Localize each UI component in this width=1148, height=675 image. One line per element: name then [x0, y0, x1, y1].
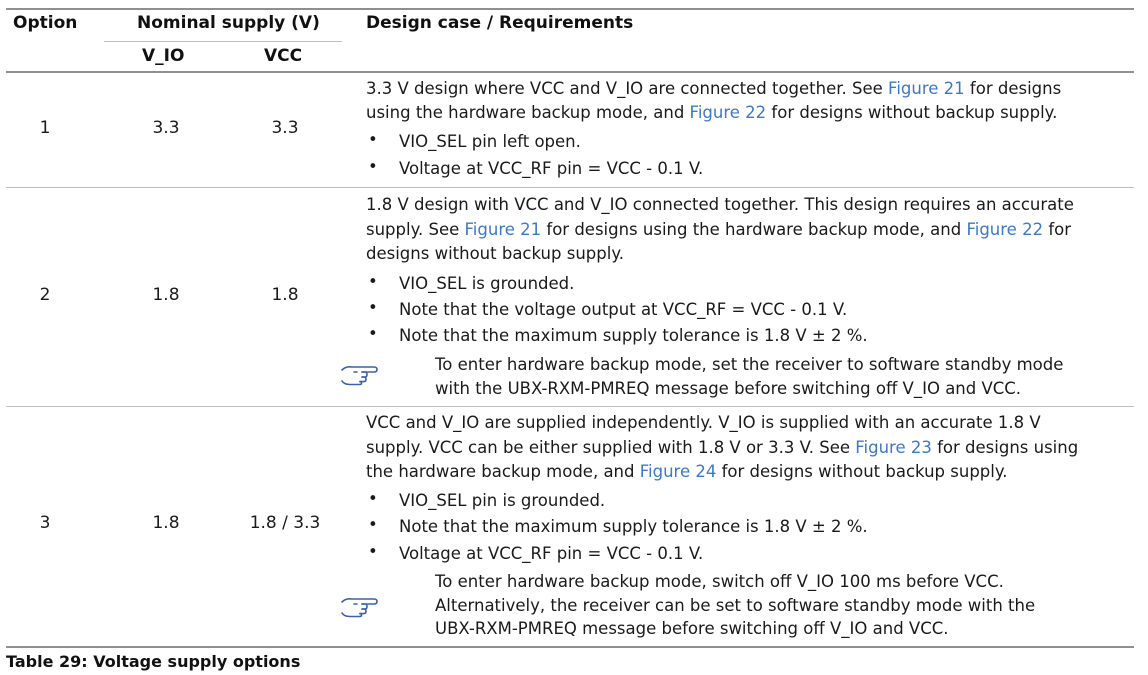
row-vio: 1.8: [152, 513, 180, 533]
design-text-line: designs without backup supply.: [366, 244, 624, 263]
pointing-hand-icon: [340, 594, 380, 618]
bullet: •: [368, 130, 378, 149]
design-text-line: supply. See Figure 21 for designs using the hardware backup mode, and Figure 22 for: [366, 220, 1072, 239]
nominal-supply-underline: [104, 41, 342, 42]
table-top-rule: [6, 8, 1134, 10]
design-text-line: supply. VCC can be either supplied with 1.8 V or 3.3 V. See Figure 23 for designs using: [366, 438, 1079, 457]
bullet-text: Note that the maximum supply tolerance is 1.8 V ± 2 %.: [399, 326, 868, 345]
note-text-line: To enter hardware backup mode, set the receiver to software standby mode: [435, 355, 1064, 374]
row-option: 3: [39, 513, 51, 533]
figure-21-link[interactable]: Figure 21: [888, 79, 965, 98]
note-text-line: UBX-RXM-PMREQ message before switching off V_IO and VCC.: [435, 619, 949, 638]
bullet: •: [368, 324, 378, 343]
bullet: •: [368, 542, 378, 561]
bullet-text: Voltage at VCC_RF pin = VCC - 0.1 V.: [399, 544, 704, 563]
row-option: 1: [39, 118, 51, 138]
row-divider-1: [6, 187, 1134, 188]
row-vio: 1.8: [152, 285, 180, 305]
design-text-line: 3.3 V design where VCC and V_IO are connected together. See Figure 21 for designs: [366, 79, 1062, 98]
figure-22-link[interactable]: Figure 22: [689, 103, 767, 122]
note-text-line: with the UBX-RXM-PMREQ message before switching off V_IO and VCC.: [435, 379, 1022, 398]
table-caption: Table 29: Voltage supply options: [6, 652, 301, 671]
bullet: •: [368, 298, 378, 317]
bullet: •: [368, 489, 378, 508]
figure-21-link[interactable]: Figure 21: [464, 220, 542, 239]
bullet: •: [368, 157, 378, 176]
row-vcc: 3.3: [271, 118, 299, 138]
header-nominal-supply: Nominal supply (V): [137, 13, 320, 33]
note-text-line: To enter hardware backup mode, switch off V_IO 100 ms before VCC.: [435, 572, 1004, 591]
header-vcc: VCC: [264, 46, 303, 66]
bullet-text: VIO_SEL pin is grounded.: [399, 491, 606, 510]
header-bottom-rule: [6, 71, 1134, 73]
row-option: 2: [39, 285, 51, 305]
design-text-line: 1.8 V design with VCC and V_IO connected together. This design requires an accurate: [366, 195, 1074, 214]
bullet-text: VIO_SEL is grounded.: [399, 274, 575, 293]
design-text-line: using the hardware backup mode, and Figure 22 for designs without backup supply.: [366, 103, 1058, 122]
bullet-text: Note that the voltage output at VCC_RF = VCC - 0.1 V.: [399, 300, 848, 319]
design-text-line: the hardware backup mode, and Figure 24 for designs without backup supply.: [366, 462, 1008, 481]
figure-23-link[interactable]: Figure 23: [855, 438, 932, 457]
row-vcc: 1.8: [271, 285, 299, 305]
note-text-line: Alternatively, the receiver can be set to software standby mode with the: [435, 596, 1036, 615]
bullet: •: [368, 515, 378, 534]
row-vcc: 1.8 / 3.3: [249, 513, 321, 533]
row-divider-2: [6, 406, 1134, 407]
bullet-text: Note that the maximum supply tolerance is 1.8 V ± 2 %.: [399, 517, 868, 536]
bullet-text: Voltage at VCC_RF pin = VCC - 0.1 V.: [399, 159, 704, 178]
table-bottom-rule: [6, 646, 1134, 648]
header-vio: V_IO: [142, 46, 185, 66]
design-text-line: VCC and V_IO are supplied independently. V_IO is supplied with an accurate 1.8 V: [366, 413, 1041, 432]
pointing-hand-icon: [340, 362, 380, 386]
row-vio: 3.3: [152, 118, 180, 138]
header-design-case: Design case / Requirements: [366, 13, 634, 33]
bullet-text: VIO_SEL pin left open.: [399, 132, 581, 151]
header-option: Option: [13, 13, 78, 33]
figure-24-link[interactable]: Figure 24: [639, 462, 717, 481]
bullet: •: [368, 272, 378, 291]
figure-22-link[interactable]: Figure 22: [966, 220, 1044, 239]
